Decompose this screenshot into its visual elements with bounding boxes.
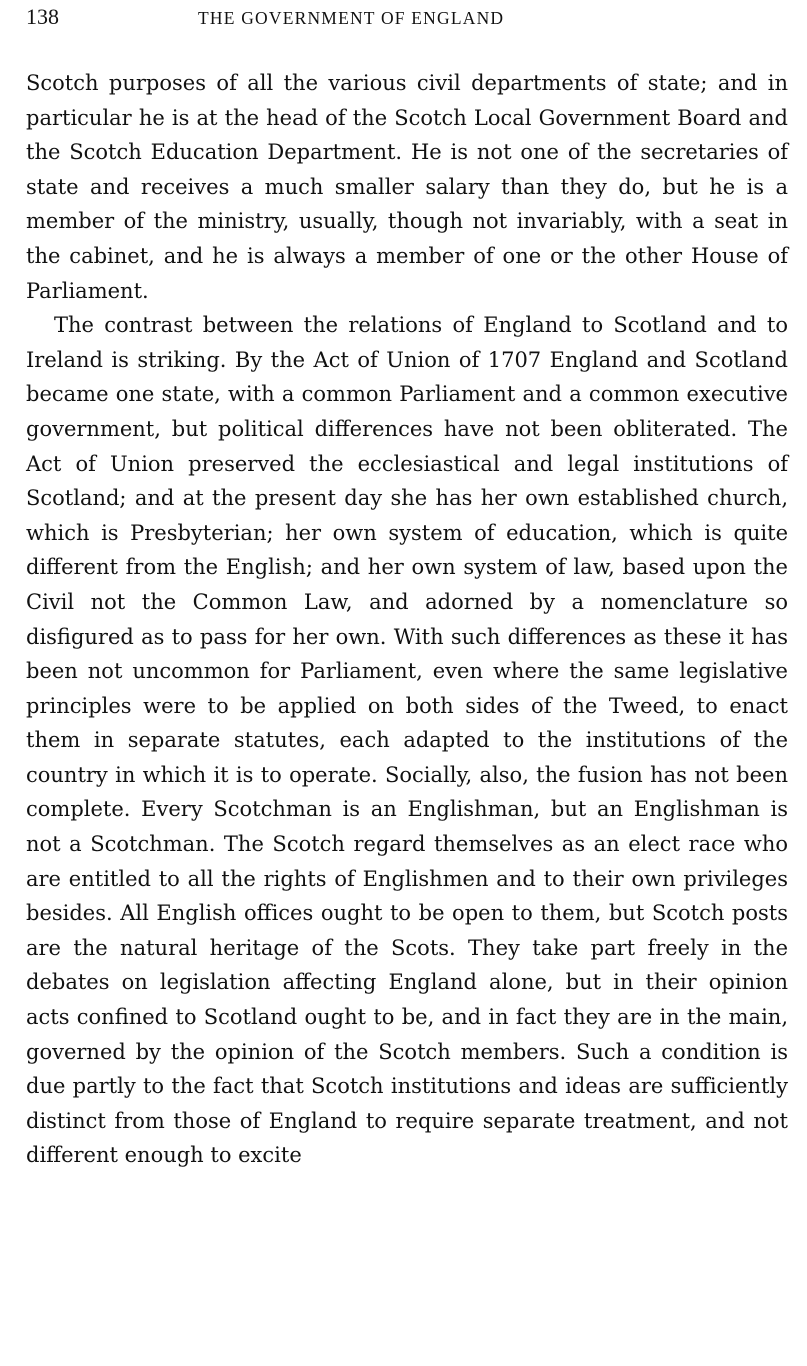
running-title: THE GOVERNMENT OF ENGLAND <box>198 8 505 28</box>
body-text <box>26 66 788 1173</box>
page-number: 138 <box>26 4 59 29</box>
paragraph-scotland-ireland-contrast: The contrast between the relations of England to Scotland and to Ireland is striking. By the Act of Union of 1707 England and Scotland became one state, with a common Parliament and a common executive government, but political differences have not been obliterated. The Act of Union preserved the ecclesiastical and legal institutions of Scotland; and at the present day she has her own established church, which is Presbyterian; her own system of education, which is quite different from the English; and her own system of law, based upon the Civil not the Common Law, and adorned by a nomenclature so disfigured as to pass for her own. With such differences as these it has been not uncommon for Parliament, even where the same legislative principles were to be applied on both sides of the Tweed, to enact them in separate statutes, each adapted to the institutions of the country in which it is to operate. Socially, also, the fusion has not been complete. Every Scotchman is an Englishman, but an Englishman is not a Scotchman. The Scotch regard themselves as an elect race who are entitled to all the rights of Englishmen and to their own privileges besides. All English offices ought to be open to them, but Scotch posts are the natural heritage of the Scots. They take part freely in the debates on legislation affecting England alone, but in their opinion acts confined to Scotland ought to be, and in fact they are in the main, governed by the opinion of the Scotch members. Such a condition is due partly to the fact that Scotch institutions and ideas are sufficiently distinct from those of England to require separate treatment, and not different enough to excite <box>26 313 788 1168</box>
paragraph-continued: Scotch purposes of all the various civil departments of state; and in particular he is at the head of the Scotch Local Government Board and the Scotch Education Department. He is not one of the secretaries of state and receives a much smaller salary than they do, but he is a member of the ministry, usually, though not invariably, with a seat in the cabinet, and he is always a member of one or the other House of Parliament. <box>26 71 788 303</box>
running-head <box>26 4 788 32</box>
book-page <box>26 0 788 1366</box>
